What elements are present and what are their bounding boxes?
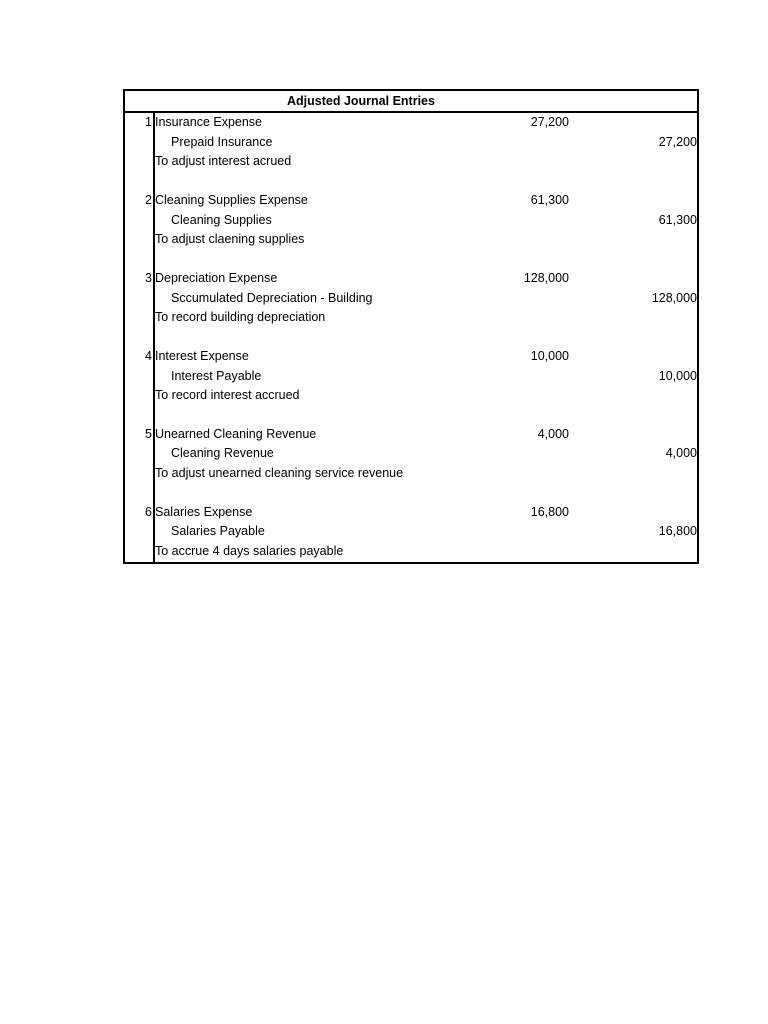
entry-number: 1 (145, 115, 152, 129)
table-title: Adjusted Journal Entries (125, 91, 697, 113)
debit-amount: 128,000 (523, 270, 569, 285)
debit-account: Cleaning Supplies Expense (155, 192, 308, 207)
memo-row (125, 230, 697, 250)
credit-row (125, 367, 697, 387)
credit-account: Interest Payable (171, 368, 262, 383)
debit-account: Unearned Cleaning Revenue (155, 426, 317, 441)
memo-row (125, 386, 697, 406)
credit-amount: 27,200 (658, 134, 697, 149)
memo-row (125, 542, 697, 562)
entry-memo: To adjust interest acrued (155, 154, 292, 169)
debit-row (125, 425, 697, 445)
credit-row (125, 211, 697, 231)
credit-account: Prepaid Insurance (171, 134, 273, 149)
credit-amount: 16,800 (658, 524, 697, 539)
debit-amount: 16,800 (530, 504, 569, 519)
journal-table (123, 89, 699, 564)
entry-number: 3 (145, 270, 152, 285)
debit-account: Insurance Expense (155, 115, 263, 129)
blank-row (125, 484, 697, 503)
memo-row (125, 308, 697, 328)
debit-row (125, 191, 697, 211)
credit-row (125, 133, 697, 153)
credit-account: Cleaning Revenue (171, 446, 274, 461)
memo-row (125, 152, 697, 172)
debit-row (125, 269, 697, 289)
blank-row (125, 406, 697, 425)
memo-row (125, 464, 697, 484)
entry-number: 4 (145, 348, 152, 363)
entry-number: 6 (145, 504, 152, 519)
entry-memo: To accrue 4 days salaries payable (155, 544, 344, 559)
entry-memo: To record interest accrued (155, 388, 300, 403)
debit-amount: 4,000 (537, 426, 569, 441)
entry-number: 2 (145, 192, 152, 207)
blank-row (125, 172, 697, 191)
credit-amount: 128,000 (651, 290, 697, 305)
debit-amount: 10,000 (530, 348, 569, 363)
credit-account: Salaries Payable (171, 524, 265, 539)
credit-amount: 10,000 (658, 368, 697, 383)
debit-row (125, 113, 697, 133)
journal-body (125, 113, 697, 562)
blank-row (125, 250, 697, 269)
debit-row (125, 347, 697, 367)
entry-memo: To record building depreciation (155, 310, 326, 325)
debit-account: Interest Expense (155, 348, 249, 363)
entry-memo: To adjust claening supplies (155, 232, 305, 247)
credit-amount: 61,300 (658, 212, 697, 227)
debit-row (125, 503, 697, 523)
entry-number: 5 (145, 426, 152, 441)
credit-row (125, 289, 697, 309)
credit-row (125, 522, 697, 542)
debit-account: Depreciation Expense (155, 270, 278, 285)
debit-account: Salaries Expense (155, 504, 253, 519)
blank-row (125, 328, 697, 347)
debit-amount: 27,200 (530, 115, 569, 129)
entry-memo: To adjust unearned cleaning service revenue (155, 466, 404, 481)
debit-amount: 61,300 (530, 192, 569, 207)
credit-account: Cleaning Supplies (171, 212, 272, 227)
credit-account: Sccumulated Depreciation - Building (171, 290, 373, 305)
credit-amount: 4,000 (665, 446, 697, 461)
credit-row (125, 444, 697, 464)
